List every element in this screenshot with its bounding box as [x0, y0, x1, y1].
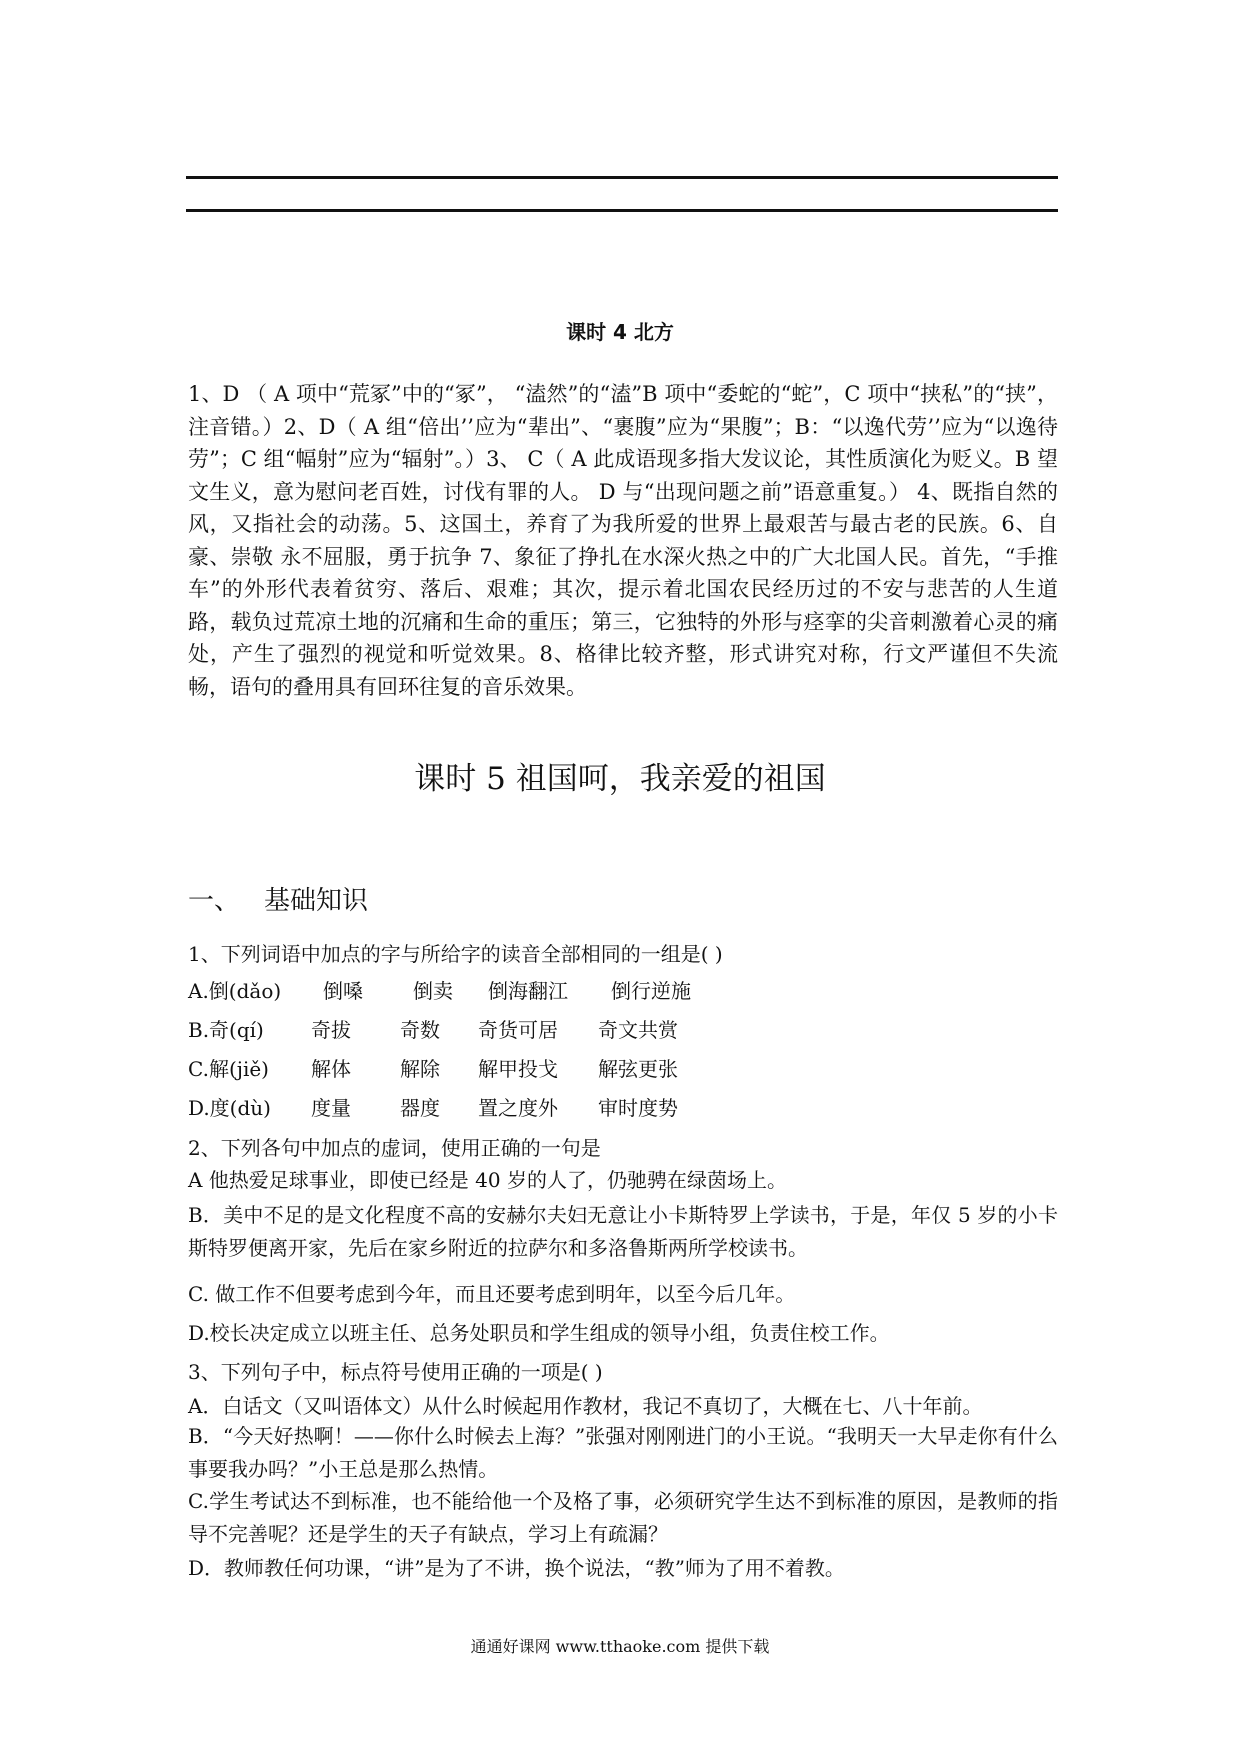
q2-option-a: A 他热爱足球事业，即使已经是 40 岁的人了，仍驰骋在绿茵场上。	[188, 1168, 787, 1192]
q3-option-d: D．教师教任何功课，“讲”是为了不讲，换个说法，“教”师为了用不着教。	[188, 1556, 845, 1580]
option-word: 倒嗓	[323, 979, 363, 1003]
option-word: 解甲投戈	[478, 1057, 558, 1081]
option-word: 倒卖	[413, 979, 453, 1003]
option-word: 审时度势	[598, 1096, 678, 1120]
option-word: 奇拔	[311, 1018, 351, 1042]
option-word: 解除	[400, 1057, 440, 1081]
section-heading	[188, 880, 368, 917]
q1-stem: 1、下列词语中加点的字与所给字的读音全部相同的一组是( )	[188, 942, 723, 966]
option-word: 器度	[400, 1096, 440, 1120]
header-rule-top	[186, 176, 1058, 179]
option-word: 奇货可居	[478, 1018, 558, 1042]
option-word: 倒行逆施	[611, 979, 691, 1003]
lesson4-title: 课时 4 北方	[566, 320, 674, 344]
option-word: 奇文共赏	[598, 1018, 678, 1042]
page-footer: 通通好课网 www.tthaoke.com 提供下载	[470, 1637, 770, 1656]
option-label: A.倒(dǎo)	[188, 979, 282, 1003]
lesson5-title: 课时 5 祖国呵，我亲爱的祖国	[414, 761, 826, 797]
option-word: 置之度外	[478, 1096, 558, 1120]
q2-option-d: D.校长决定成立以班主任、总务处职员和学生组成的领导小组，负责住校工作。	[188, 1321, 890, 1345]
option-label: D.度(dù)	[188, 1096, 271, 1120]
q2-option-c: C. 做工作不但要考虑到今年，而且还要考虑到明年，以至今后几年。	[188, 1282, 796, 1306]
q3-option-c: C.学生考试达不到标准，也不能给他一个及格了事，必须研究学生达不到标准的原因，是教师的指导不完善呢？还是学生的天子有缺点，学习上有疏漏？	[188, 1489, 1058, 1546]
section-number: 一、	[188, 886, 241, 916]
lesson4-answers: 1、D （ A 项中“荒冢”中的“冢”， “溘然”的“溘”B 项中“委蛇的“蛇”，C 项中“挟私”的“挟”， 注音错。）2、D（ A 组“倍出’’应为“辈出”、“裹腹”应为“果腹”；B：“以逸代劳’’应为“以逸待劳”；C 组“幅射”应为“辐射”。）3、 C（ A 此成语现多指大发议论，其性质演化为贬义。B 望文生义，意为慰问老百姓，讨伐有罪的人。 D 与“出现问题之前”语意重复。） 4、既指自然的风，又指社会的动荡。5、这国土，养育了为我所爱的世界上最艰苦与最古老的民族。6、自豪、崇敬 永不屈服，勇于抗争 7、象征了挣扎在水深火热之中的广大北国人民。首先，“手推车”的外形代表着贫穷、落后、艰难；其次，提示着北国农民经历过的不安与悲苦的人生道路，载负过荒凉土地的沉痛和生命的重压；第三，它独特的外形与痉挛的尖音刺激着心灵的痛处，产生了强烈的视觉和听觉效果。8、格律比较齐整，形式讲究对称，行文严谨但不失流畅，语句的叠用具有回环往复的音乐效果。	[188, 382, 1058, 699]
q3-option-b: B．“今天好热啊！——你什么时候去上海？”张强对刚刚进门的小王说。“我明天一大早走你有什么事要我办吗？”小王总是那么热情。	[188, 1424, 1058, 1481]
option-word: 倒海翻江	[488, 979, 568, 1003]
option-word: 度量	[311, 1096, 351, 1120]
q2-option-b: B．美中不足的是文化程度不高的安赫尔夫妇无意让小卡斯特罗上学读书，于是，年仅 5 岁的小卡斯特罗便离开家，先后在家乡附近的拉萨尔和多洛鲁斯两所学校读书。	[188, 1203, 1058, 1260]
option-word: 解体	[311, 1057, 351, 1081]
section-title: 基础知识	[264, 886, 369, 916]
option-word: 解弦更张	[598, 1057, 678, 1081]
q3-option-a: A．白话文（又叫语体文）从什么时候起用作教材，我记不真切了，大概在七、八十年前。	[188, 1394, 983, 1418]
q2-stem: 2、下列各句中加点的虚词，使用正确的一句是	[188, 1136, 601, 1160]
header-rule-bottom	[186, 209, 1058, 212]
q3-stem: 3、下列句子中，标点符号使用正确的一项是( )	[188, 1360, 603, 1384]
option-word: 奇数	[400, 1018, 440, 1042]
option-label: C.解(jiě)	[188, 1057, 269, 1081]
option-label: B.奇(qí)	[188, 1018, 264, 1042]
